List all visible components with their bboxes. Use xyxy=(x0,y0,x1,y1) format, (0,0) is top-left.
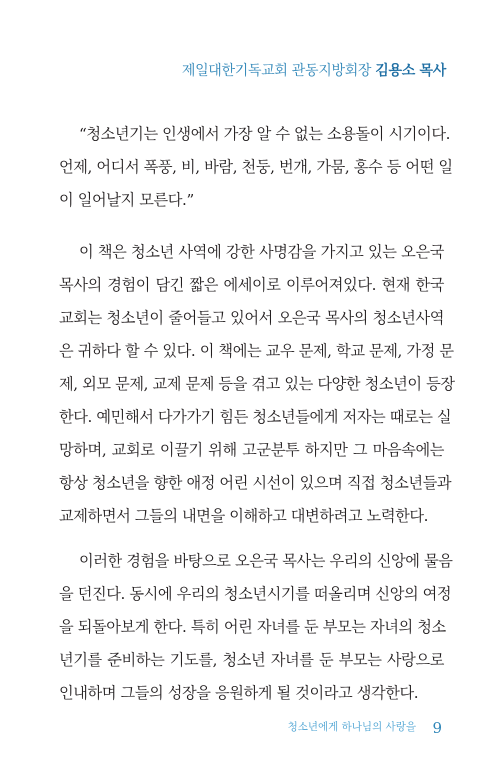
paragraph-line: 인내하며 그들의 성장을 응원하게 될 것이라고 생각한다. xyxy=(59,684,419,702)
paragraph-3 xyxy=(59,545,453,710)
paragraph-line: 교회는 청소년이 줄어들고 있어서 오은국 목사의 청소년사역 xyxy=(59,309,444,327)
paragraph-line: 망하며, 교회로 이끌기 위해 고군분투 하지만 그 마음속에는 xyxy=(59,441,444,459)
paragraph-2 xyxy=(59,236,455,533)
paragraph-line: 교제하면서 그들의 내면을 이해하고 대변하려고 노력한다. xyxy=(59,507,429,525)
paragraph-line: 이 일어날지 모른다.” xyxy=(59,191,194,209)
paragraph-1 xyxy=(59,118,453,217)
paragraph-line: 이러한 경험을 바탕으로 오은국 목사는 우리의 신앙에 물음 xyxy=(79,552,453,570)
author-byline xyxy=(182,60,446,80)
paragraph-line: 이 책은 청소년 사역에 강한 사명감을 가지고 있는 오은국 xyxy=(79,243,444,261)
author-affiliation: 제일대한기독교회 관동지방회장 xyxy=(181,63,376,79)
page-number: 9 xyxy=(432,719,442,737)
author-name: 김용소 목사 xyxy=(375,63,446,79)
running-footer-title: 청소년에게 하나님의 사랑을 xyxy=(287,721,416,733)
paragraph-line: 목사의 경험이 담긴 짧은 에세이로 이루어져있다. 현재 한국 xyxy=(59,276,444,294)
paragraph-line: 제, 외모 문제, 교제 문제 등을 겪고 있는 다양한 청소년이 등장 xyxy=(59,375,455,393)
paragraph-line: 을 던진다. 동시에 우리의 청소년시기를 떠올리며 신앙의 여정 xyxy=(59,585,452,603)
paragraph-line: “청소년기는 인생에서 가장 알 수 없는 소용돌이 시기이다. xyxy=(79,125,451,143)
paragraph-line: 언제, 어디서 폭풍, 비, 바람, 천둥, 번개, 가뭄, 홍수 등 어떤 일 xyxy=(59,158,453,176)
paragraph-line: 은 귀하다 할 수 있다. 이 책에는 교우 문제, 학교 문제, 가정 문 xyxy=(59,342,454,360)
paragraph-line: 항상 청소년을 향한 애정 어린 시선이 있으며 직접 청소년들과 xyxy=(59,474,452,492)
paragraph-line: 년기를 준비하는 기도를, 청소년 자녀를 둔 부모는 사랑으로 xyxy=(59,651,444,669)
paragraph-line: 을 되돌아보게 한다. 특히 어린 자녀를 둔 부모는 자녀의 청소 xyxy=(59,618,446,636)
paragraph-line: 한다. 예민해서 다가가기 힘든 청소년들에게 저자는 때로는 실 xyxy=(59,408,452,426)
